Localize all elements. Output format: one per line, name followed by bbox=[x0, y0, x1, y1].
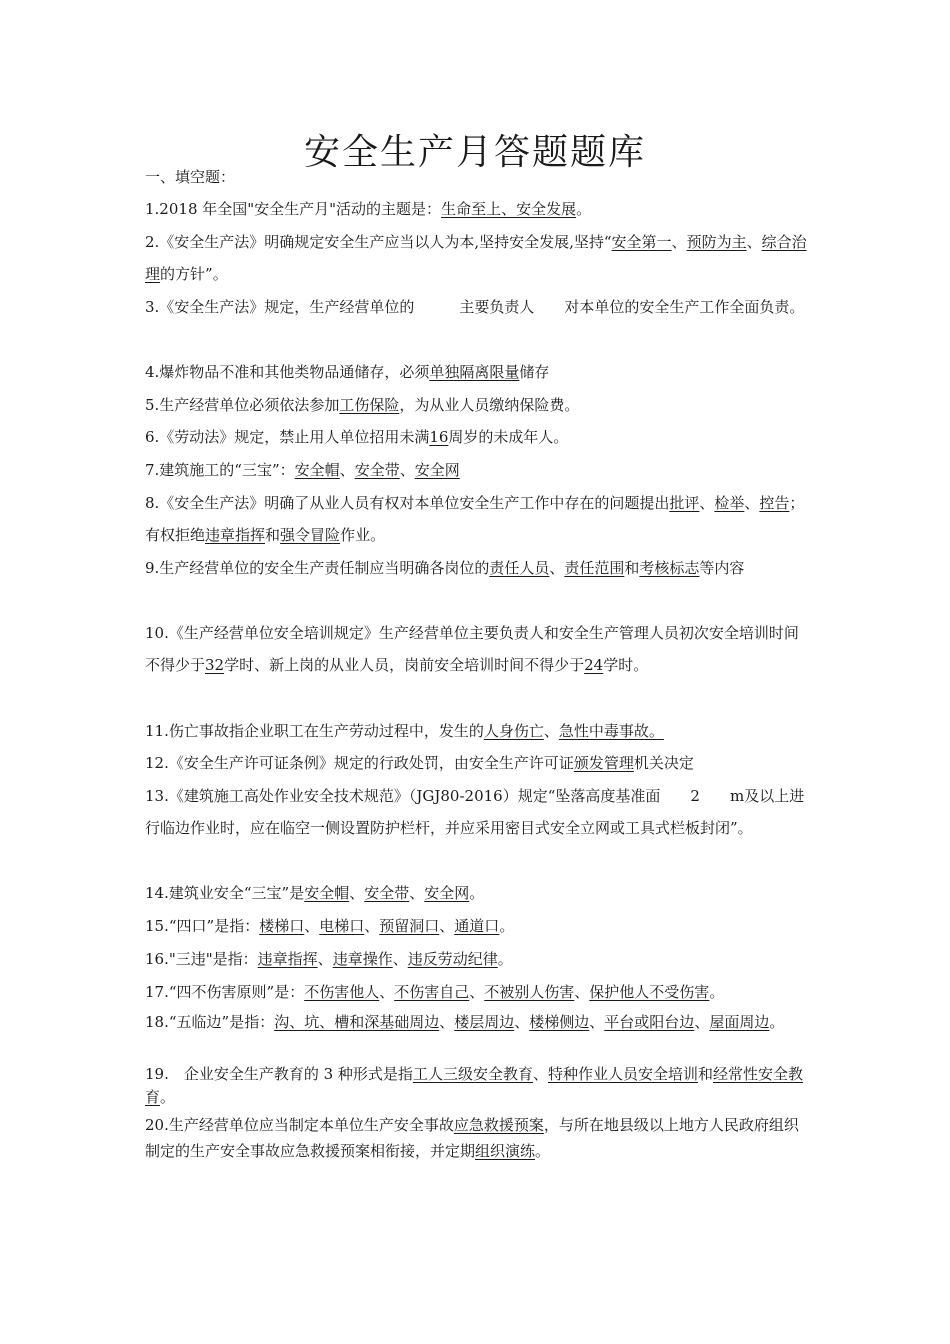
question-15: 15.“四口”是指：楼梯口、电梯口、预留洞口、通道口。 bbox=[145, 917, 515, 935]
page-title: 安全生产月答题题库 bbox=[303, 132, 646, 174]
question-12: 12.《安全生产许可证条例》规定的行政处罚，由安全生产许可证颁发管理机关决定 bbox=[145, 754, 694, 772]
answer-blank: 违章操作 bbox=[332, 950, 393, 968]
answer-blank: 预留洞口 bbox=[379, 917, 440, 935]
answer-blank: 安全带 bbox=[354, 461, 400, 479]
section-heading: 一、填空题： bbox=[145, 168, 236, 186]
answer-blank: 安全网 bbox=[424, 884, 470, 902]
answer-blank: 安全帽 bbox=[304, 884, 350, 902]
question-20: 20.生产经营单位应当制定本单位生产安全事故应急救援预案，与所在地县级以上地方人民政府组织制定的生产安全事故应急救援预案相衔接，并定期组织演练。 bbox=[145, 1116, 799, 1160]
answer-blank: 应急救援预案 bbox=[453, 1116, 544, 1134]
answer-blank: 安全网 bbox=[414, 461, 460, 479]
question-2: 2.《安全生产法》明确规定安全生产应当以人为本,坚持安全发展,坚持“安全第一、预防为主、综合治理的方针”。 bbox=[145, 233, 807, 283]
answer-blank: 责任人员 bbox=[489, 559, 550, 577]
answer-blank: 屋面周边 bbox=[709, 1013, 770, 1031]
answer-blank: 平台或阳台边 bbox=[604, 1013, 695, 1031]
question-1: 1.2018 年全国"安全生产月"活动的主题是：生命至上、安全发展。 bbox=[145, 200, 592, 218]
answer-blank: 颁发管理 bbox=[573, 754, 634, 772]
answer-blank: 工人三级安全教育 bbox=[412, 1065, 533, 1083]
answer-blank: 16 bbox=[429, 428, 449, 446]
question-17: 17.“四不伤害原则”是：不伤害他人、不伤害自己、不被别人伤害、保护他人不受伤害。 bbox=[145, 983, 725, 1001]
answer-blank: 电梯口 bbox=[319, 917, 365, 935]
question-4: 4.爆炸物品不准和其他类物品通储存，必须单独隔离限量储存 bbox=[145, 363, 550, 381]
answer-blank: 违反劳动纪律 bbox=[407, 950, 498, 968]
answer-blank: 不伤害自己 bbox=[394, 983, 470, 1001]
question-14: 14.建筑业安全“三宝”是安全帽、安全带、安全网。 bbox=[145, 884, 485, 902]
answer-blank: 综合治理 bbox=[145, 233, 807, 283]
answer-blank: 控告 bbox=[759, 494, 790, 512]
answer-blank: 保护他人不受伤害 bbox=[589, 983, 710, 1001]
answer-blank: 工伤保险 bbox=[339, 396, 400, 414]
question-10: 10.《生产经营单位安全培训规定》生产经营单位主要负责人和安全生产管理人员初次安全培训时间不得少于32学时、新上岗的从业人员，岗前安全培训时间不得少于24学时。 bbox=[145, 624, 799, 674]
answer-blank: 32 bbox=[205, 656, 225, 674]
question-3: 3.《安全生产法》规定，生产经营单位的 主要负责人 对本单位的安全生产工作全面负责。 bbox=[145, 298, 805, 316]
answer-blank: 楼层周边 bbox=[454, 1013, 515, 1031]
answer-blank: 经常性安全教育 bbox=[145, 1065, 804, 1106]
answer-blank: 人身伤亡 bbox=[483, 722, 544, 740]
answer-blank: 沟、坑、槽和深基础周边 bbox=[274, 1013, 440, 1031]
answer-blank: 考核标志 bbox=[639, 559, 700, 577]
answer-blank: 违章指挥 bbox=[257, 950, 318, 968]
question-5: 5.生产经营单位必须依法参加工伤保险，为从业人员缴纳保险费。 bbox=[145, 396, 580, 414]
answer-blank: 不伤害他人 bbox=[304, 983, 380, 1001]
answer-blank: 生命至上、安全发展 bbox=[441, 200, 577, 218]
answer-blank: 强令冒险 bbox=[280, 526, 341, 544]
answer-blank: 楼梯口 bbox=[259, 917, 305, 935]
answer-blank: 楼梯侧边 bbox=[529, 1013, 590, 1031]
answer-blank: 急性中毒事故。 bbox=[558, 722, 664, 740]
answer-blank: 通道口 bbox=[454, 917, 500, 935]
answer-blank: 批评 bbox=[669, 494, 700, 512]
answer-blank: 安全第一 bbox=[611, 233, 672, 251]
answer-blank: 不被别人伤害 bbox=[484, 983, 575, 1001]
answer-blank: 安全帽 bbox=[294, 461, 340, 479]
question-13: 13.《建筑施工高处作业安全技术规范》（JGJ80-2016）规定“坠落高度基准面 2 m及以上进行临边作业时，应在临空一侧设置防护栏杆，并应采用密目式安全立网或工具式栏板封闭”。 bbox=[145, 787, 805, 837]
answer-blank: 24 bbox=[584, 656, 604, 674]
answer-blank: 预防为主 bbox=[686, 233, 747, 251]
answer-blank: 安全带 bbox=[364, 884, 410, 902]
answer-blank: 单独隔离限量 bbox=[429, 363, 520, 381]
answer-blank: 检举 bbox=[714, 494, 745, 512]
question-7: 7.建筑施工的“三宝”：安全帽、安全带、安全网 bbox=[145, 461, 460, 479]
answer-blank: 组织演练 bbox=[475, 1142, 536, 1160]
question-19: 19. 企业安全生产教育的 3 种形式是指工人三级安全教育、特种作业人员安全培训和经常性安全教育。 bbox=[145, 1065, 804, 1106]
question-11: 11.伤亡事故指企业职工在生产劳动过程中，发生的人身伤亡、急性中毒事故。 bbox=[145, 722, 664, 740]
answer-blank: 责任范围 bbox=[564, 559, 625, 577]
question-9: 9.生产经营单位的安全生产责任制应当明确各岗位的责任人员、责任范围和考核标志等内容 bbox=[145, 559, 745, 577]
question-6: 6.《劳动法》规定，禁止用人单位招用未满16周岁的未成年人。 bbox=[145, 428, 569, 446]
question-16: 16."三违"是指：违章指挥、违章操作、违反劳动纪律。 bbox=[145, 950, 513, 968]
answer-blank: 特种作业人员安全培训 bbox=[547, 1065, 698, 1083]
question-18: 18.“五临边”是指：沟、坑、槽和深基础周边、楼层周边、楼梯侧边、平台或阳台边、屋面周边。 bbox=[145, 1013, 785, 1031]
question-8: 8.《安全生产法》明确了从业人员有权对本单位安全生产工作中存在的问题提出批评、检举、控告；有权拒绝违章指挥和强令冒险作业。 bbox=[145, 494, 805, 544]
answer-blank: 违章指挥 bbox=[205, 526, 266, 544]
